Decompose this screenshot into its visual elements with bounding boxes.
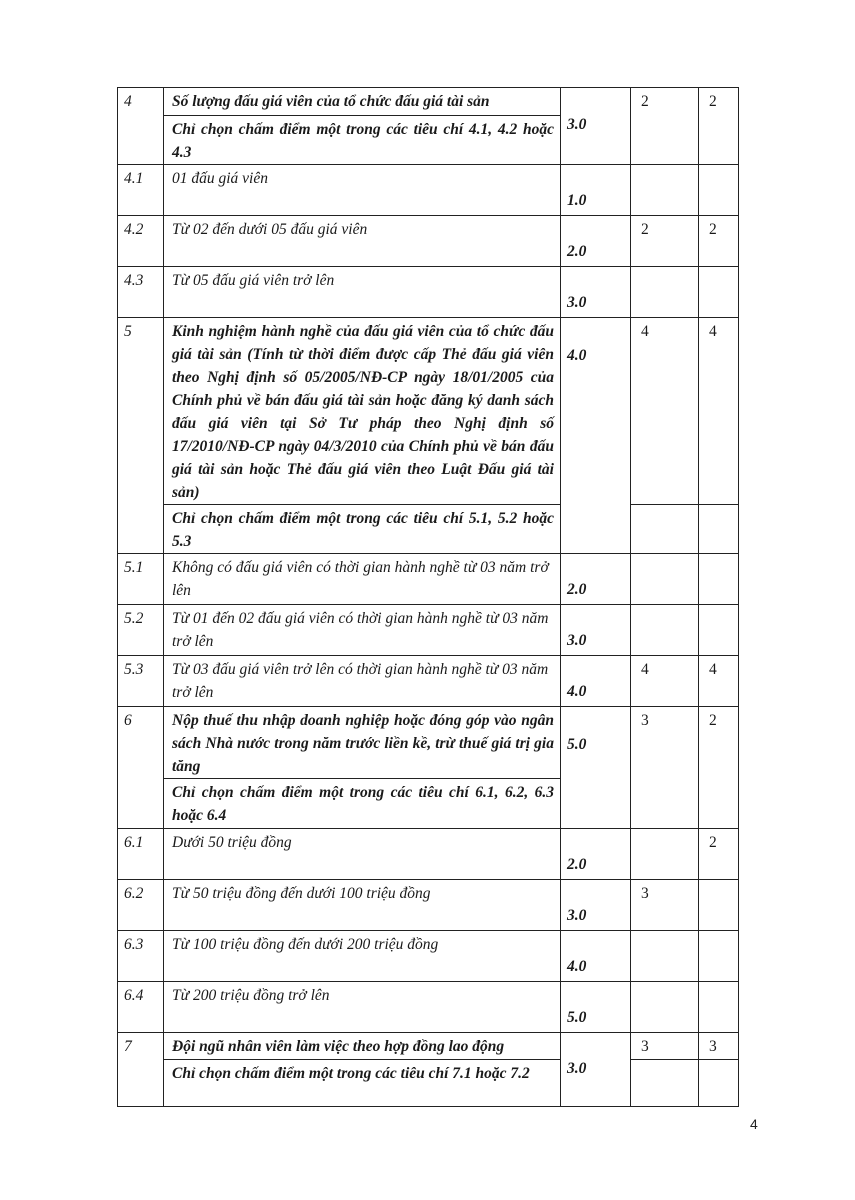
score-cell-2 — [699, 165, 739, 216]
criterion-number: 7 — [118, 1033, 164, 1107]
criterion-number: 6.3 — [118, 931, 164, 982]
criterion-text: Dưới 50 triệu đồng — [164, 829, 561, 880]
criterion-number: 4.2 — [118, 216, 164, 267]
criterion-text: Nộp thuế thu nhập doanh nghiệp hoặc đóng góp vào ngân sách Nhà nước trong năm trước liền kề, trừ thuế giá trị gia tăng — [164, 707, 561, 779]
max-score: 2.0 — [561, 216, 631, 267]
max-score: 3.0 — [561, 1033, 631, 1107]
table-row — [118, 829, 739, 880]
score-cell-1 — [631, 605, 699, 656]
table-row — [118, 656, 739, 707]
table-row — [118, 1060, 739, 1107]
criterion-number: 6.1 — [118, 829, 164, 880]
score-cell-2: 4 — [699, 656, 739, 707]
criterion-number: 4.1 — [118, 165, 164, 216]
score-cell-1 — [631, 165, 699, 216]
score-cell-1: 3 — [631, 707, 699, 829]
max-score: 5.0 — [561, 707, 631, 829]
criterion-text: 01 đấu giá viên — [164, 165, 561, 216]
page-number: 4 — [750, 1116, 758, 1132]
score-cell-1 — [631, 1060, 699, 1107]
score-cell-1 — [631, 267, 699, 318]
max-score: 3.0 — [561, 267, 631, 318]
criterion-number: 6 — [118, 707, 164, 829]
max-score: 3.0 — [561, 605, 631, 656]
table-row — [118, 267, 739, 318]
table-row — [118, 505, 739, 554]
criterion-text: Từ 01 đến 02 đấu giá viên có thời gian hành nghề từ 03 năm trở lên — [164, 605, 561, 656]
criterion-text: Từ 100 triệu đồng đến dưới 200 triệu đồng — [164, 931, 561, 982]
max-score: 4.0 — [561, 656, 631, 707]
score-cell-1: 3 — [631, 880, 699, 931]
score-cell-1 — [631, 554, 699, 605]
criterion-number: 5.1 — [118, 554, 164, 605]
score-cell-2 — [699, 931, 739, 982]
max-score: 2.0 — [561, 829, 631, 880]
criterion-number: 4.3 — [118, 267, 164, 318]
score-cell-2: 3 — [699, 1033, 739, 1060]
criterion-text: Từ 200 triệu đồng trở lên — [164, 982, 561, 1033]
max-score: 4.0 — [561, 318, 631, 554]
score-cell-2 — [699, 982, 739, 1033]
criterion-text: Từ 03 đấu giá viên trở lên có thời gian hành nghề từ 03 năm trở lên — [164, 656, 561, 707]
table-row — [118, 931, 739, 982]
criterion-text: Không có đấu giá viên có thời gian hành nghề từ 03 năm trở lên — [164, 554, 561, 605]
criterion-number: 5 — [118, 318, 164, 554]
criterion-number: 5.3 — [118, 656, 164, 707]
score-cell-2: 2 — [699, 88, 739, 165]
criterion-number: 4 — [118, 88, 164, 165]
score-cell-1 — [631, 931, 699, 982]
max-score: 2.0 — [561, 554, 631, 605]
table-row — [118, 707, 739, 779]
max-score: 4.0 — [561, 931, 631, 982]
table-row — [118, 318, 739, 505]
table-row — [118, 165, 739, 216]
score-cell-1 — [631, 829, 699, 880]
criterion-text: Đội ngũ nhân viên làm việc theo hợp đồng lao động — [164, 1033, 561, 1060]
criteria-score-table — [117, 87, 739, 1107]
score-cell-2 — [699, 554, 739, 605]
max-score: 1.0 — [561, 165, 631, 216]
criterion-instruction: Chỉ chọn chấm điểm một trong các tiêu chí 5.1, 5.2 hoặc 5.3 — [164, 505, 561, 554]
criterion-number: 5.2 — [118, 605, 164, 656]
criterion-text: Kinh nghiệm hành nghề của đấu giá viên của tổ chức đấu giá tài sản (Tính từ thời điểm được cấp Thẻ đấu giá viên theo Nghị định số 05/2005/NĐ-CP ngày 18/01/2005 của Chính phủ về bán đấu giá tài sản hoặc đăng ký danh sách đấu giá viên tại Sở Tư pháp theo Nghị định số 17/2010/NĐ-CP ngày 04/3/2010 của Chính phủ về bán đấu giá tài sản hoặc Thẻ đấu giá viên theo Luật Đấu giá tài sản) — [164, 318, 561, 505]
score-cell-1 — [631, 982, 699, 1033]
score-cell-1: 3 — [631, 1033, 699, 1060]
table-row — [118, 605, 739, 656]
criterion-text: Từ 02 đến dưới 05 đấu giá viên — [164, 216, 561, 267]
table-row — [118, 88, 739, 116]
criterion-number: 6.4 — [118, 982, 164, 1033]
score-cell-2: 2 — [699, 216, 739, 267]
score-cell-1: 4 — [631, 318, 699, 505]
table-row — [118, 1033, 739, 1060]
criterion-text: Từ 05 đấu giá viên trở lên — [164, 267, 561, 318]
score-cell-1: 4 — [631, 656, 699, 707]
score-cell-2: 4 — [699, 318, 739, 505]
criterion-text: Từ 50 triệu đồng đến dưới 100 triệu đồng — [164, 880, 561, 931]
score-cell-2 — [699, 505, 739, 554]
score-cell-2 — [699, 267, 739, 318]
table-row — [118, 554, 739, 605]
max-score: 3.0 — [561, 88, 631, 165]
score-cell-2 — [699, 880, 739, 931]
table-row — [118, 880, 739, 931]
score-cell-2 — [699, 605, 739, 656]
max-score: 3.0 — [561, 880, 631, 931]
table-row — [118, 216, 739, 267]
criterion-instruction: Chỉ chọn chấm điểm một trong các tiêu chí 7.1 hoặc 7.2 — [164, 1060, 561, 1107]
score-cell-1 — [631, 505, 699, 554]
criterion-instruction: Chỉ chọn chấm điểm một trong các tiêu chí 6.1, 6.2, 6.3 hoặc 6.4 — [164, 779, 561, 829]
score-cell-2: 2 — [699, 707, 739, 829]
score-cell-1: 2 — [631, 216, 699, 267]
table-row — [118, 982, 739, 1033]
score-cell-1: 2 — [631, 88, 699, 165]
max-score: 5.0 — [561, 982, 631, 1033]
criterion-number: 6.2 — [118, 880, 164, 931]
criterion-instruction: Chỉ chọn chấm điểm một trong các tiêu chí 4.1, 4.2 hoặc 4.3 — [164, 116, 561, 165]
score-cell-2: 2 — [699, 829, 739, 880]
score-cell-2 — [699, 1060, 739, 1107]
criterion-text: Số lượng đấu giá viên của tổ chức đấu giá tài sản — [164, 88, 561, 116]
